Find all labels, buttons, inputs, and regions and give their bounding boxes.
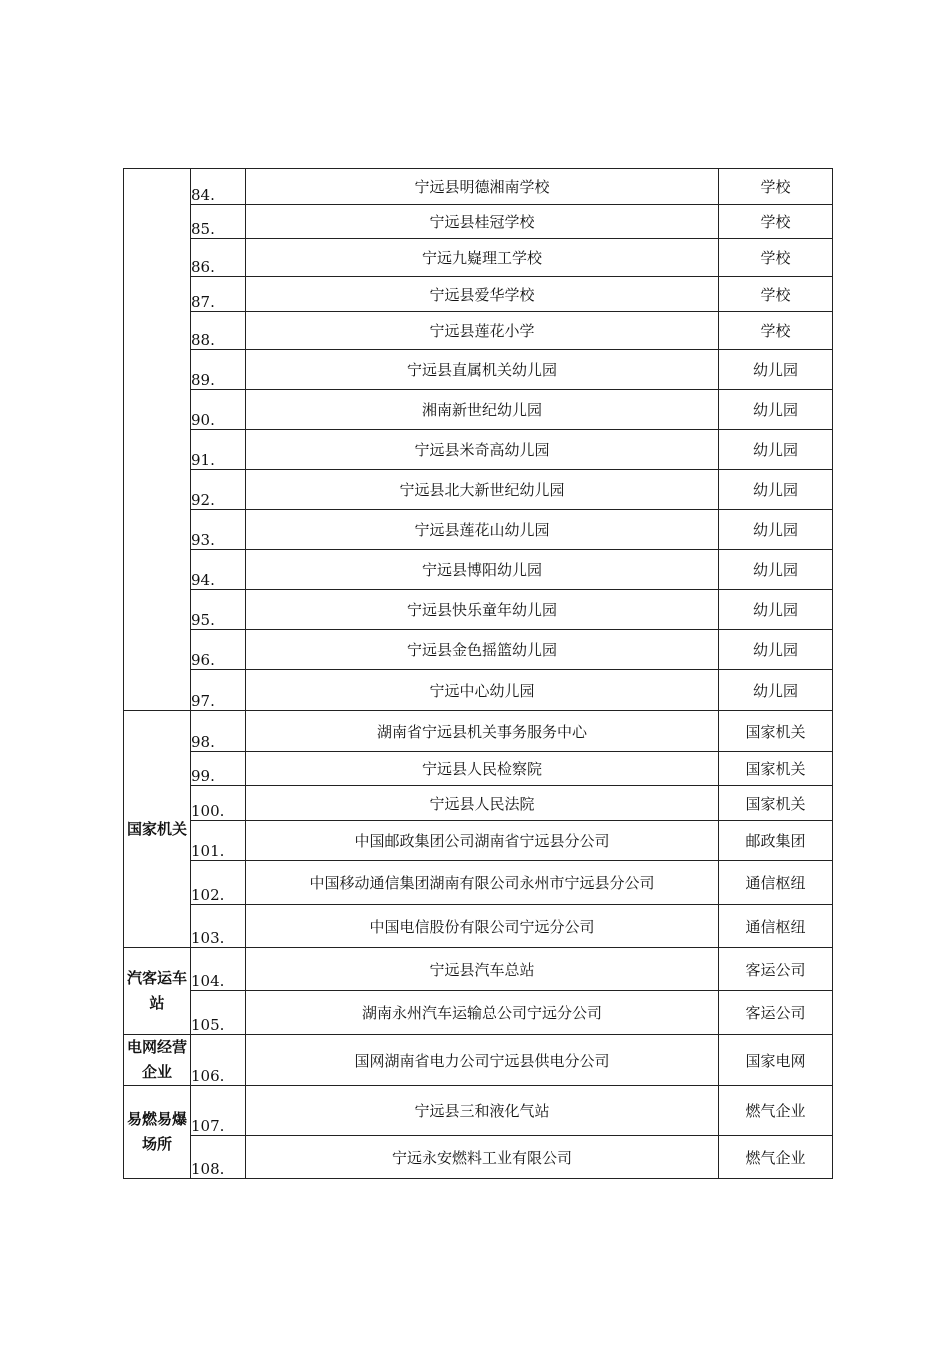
table-row — [124, 711, 833, 752]
unit-type-cell — [719, 510, 833, 550]
unit-type-cell — [719, 1136, 833, 1179]
unit-type-cell — [719, 630, 833, 670]
unit-type: 国家机关 — [745, 794, 806, 813]
row-number-cell — [191, 670, 246, 711]
unit-name: 宁远县莲花山幼儿园 — [414, 521, 550, 539]
table-row — [124, 630, 833, 670]
row-number: 92. — [191, 491, 215, 509]
table-row — [124, 905, 833, 948]
unit-type-cell — [719, 470, 833, 510]
unit-name-cell — [246, 861, 719, 905]
unit-name-cell — [246, 752, 719, 786]
unit-type: 学校 — [760, 249, 791, 267]
row-number-cell — [191, 1136, 246, 1179]
unit-name-cell — [246, 948, 719, 991]
table-row — [124, 786, 833, 821]
table-row — [124, 205, 833, 239]
unit-type: 国家机关 — [745, 722, 806, 741]
category-cell: 电网经营企业 — [124, 1035, 191, 1086]
table-row — [124, 277, 833, 312]
row-number: 97. — [191, 692, 215, 710]
row-number: 96. — [191, 651, 215, 669]
unit-name: 宁远县莲花小学 — [429, 322, 535, 340]
unit-name: 宁远县人民法院 — [429, 794, 535, 813]
table-row — [124, 510, 833, 550]
table-row — [124, 169, 833, 205]
unit-type-cell — [719, 169, 833, 205]
unit-name: 宁远县博阳幼儿园 — [421, 561, 542, 579]
row-number: 90. — [191, 411, 215, 429]
unit-type-cell — [719, 430, 833, 470]
row-number-cell — [191, 390, 246, 430]
row-number: 104. — [191, 972, 225, 990]
unit-type-cell — [719, 205, 833, 239]
row-number: 94. — [191, 571, 215, 589]
unit-name-cell — [246, 277, 719, 312]
row-number: 85. — [191, 220, 215, 238]
unit-name: 宁远县米奇高幼儿园 — [414, 441, 550, 459]
row-number: 88. — [191, 331, 215, 349]
row-number-cell — [191, 711, 246, 752]
table-row — [124, 390, 833, 430]
row-number: 99. — [191, 767, 215, 785]
row-number-cell — [191, 630, 246, 670]
unit-type-cell — [719, 711, 833, 752]
unit-type: 幼儿园 — [752, 601, 798, 619]
unit-type-cell — [719, 1035, 833, 1086]
row-number: 103. — [191, 929, 225, 947]
unit-name-cell — [246, 430, 719, 470]
unit-name: 宁远中心幼儿园 — [429, 681, 535, 700]
unit-name-cell — [246, 991, 719, 1035]
unit-name: 宁远县直属机关幼儿园 — [406, 361, 557, 379]
category-cell: 汽客运车站 — [124, 948, 191, 1035]
table-body — [124, 169, 833, 1179]
unit-name-cell — [246, 169, 719, 205]
table-row — [124, 670, 833, 711]
table-row — [124, 239, 833, 277]
row-number: 108. — [191, 1160, 225, 1178]
unit-type-cell — [719, 786, 833, 821]
row-number-cell — [191, 205, 246, 239]
category-cell — [124, 169, 191, 711]
unit-type-cell — [719, 1086, 833, 1136]
table-row — [124, 590, 833, 630]
unit-type: 学校 — [760, 322, 791, 340]
unit-type-cell — [719, 277, 833, 312]
row-number-cell — [191, 1035, 246, 1086]
row-number: 84. — [191, 186, 215, 204]
category-cell: 国家机关 — [124, 711, 191, 948]
unit-type: 学校 — [760, 213, 791, 231]
unit-name: 宁远县快乐童年幼儿园 — [406, 601, 557, 619]
unit-type-cell — [719, 390, 833, 430]
unit-type: 燃气企业 — [745, 1148, 806, 1167]
unit-type: 幼儿园 — [752, 441, 798, 459]
unit-type-cell — [719, 948, 833, 991]
table-row — [124, 1136, 833, 1179]
unit-name-cell — [246, 239, 719, 277]
row-number-cell — [191, 861, 246, 905]
unit-type: 燃气企业 — [745, 1102, 806, 1120]
row-number: 95. — [191, 611, 215, 629]
unit-name: 宁远县北大新世纪幼儿园 — [399, 481, 565, 499]
unit-type: 幼儿园 — [752, 681, 798, 700]
unit-name: 宁远县人民检察院 — [421, 760, 542, 778]
unit-name: 湘南新世纪幼儿园 — [421, 401, 542, 419]
row-number-cell — [191, 991, 246, 1035]
table-row — [124, 350, 833, 390]
unit-type: 通信枢纽 — [745, 874, 806, 892]
unit-type-cell — [719, 239, 833, 277]
unit-name-cell — [246, 711, 719, 752]
unit-name-cell — [246, 590, 719, 630]
unit-type: 幼儿园 — [752, 401, 798, 419]
row-number: 105. — [191, 1016, 225, 1034]
table-row — [124, 550, 833, 590]
row-number: 87. — [191, 293, 215, 311]
unit-name-cell — [246, 905, 719, 948]
row-number-cell — [191, 1086, 246, 1136]
row-number-cell — [191, 169, 246, 205]
unit-type: 幼儿园 — [752, 521, 798, 539]
row-number-cell — [191, 905, 246, 948]
row-number-cell — [191, 239, 246, 277]
unit-name: 国网湖南省电力公司宁远县供电分公司 — [354, 1051, 610, 1070]
row-number: 93. — [191, 531, 215, 549]
unit-name: 中国邮政集团公司湖南省宁远县分公司 — [354, 832, 610, 850]
unit-name-cell — [246, 786, 719, 821]
row-number: 91. — [191, 451, 215, 469]
unit-type: 幼儿园 — [752, 361, 798, 379]
unit-type-cell — [719, 670, 833, 711]
unit-type: 国家机关 — [745, 760, 806, 778]
unit-type-cell — [719, 861, 833, 905]
table-row — [124, 948, 833, 991]
category-cell: 易燃易爆场所 — [124, 1086, 191, 1179]
unit-name-cell — [246, 470, 719, 510]
row-number: 89. — [191, 371, 215, 389]
table-row — [124, 312, 833, 350]
row-number: 101. — [191, 842, 225, 860]
row-number-cell — [191, 786, 246, 821]
unit-type: 国家电网 — [745, 1051, 806, 1070]
unit-name-cell — [246, 350, 719, 390]
row-number-cell — [191, 470, 246, 510]
unit-type-cell — [719, 991, 833, 1035]
unit-name-cell — [246, 550, 719, 590]
unit-name: 宁远县爱华学校 — [429, 285, 535, 304]
unit-name-cell — [246, 1086, 719, 1136]
unit-name: 宁远县明德湘南学校 — [414, 178, 550, 196]
table-row — [124, 1086, 833, 1136]
row-number: 102. — [191, 886, 225, 904]
unit-name-cell — [246, 821, 719, 861]
unit-name: 宁远九嶷理工学校 — [421, 249, 542, 267]
row-number-cell — [191, 948, 246, 991]
unit-type-cell — [719, 905, 833, 948]
unit-name-cell — [246, 312, 719, 350]
unit-type-cell — [719, 350, 833, 390]
table-row — [124, 821, 833, 861]
row-number-cell — [191, 350, 246, 390]
row-number: 107. — [191, 1117, 225, 1135]
unit-name: 宁远县金色摇篮幼儿园 — [406, 641, 557, 659]
unit-type: 学校 — [760, 285, 791, 304]
row-number-cell — [191, 752, 246, 786]
unit-name: 湖南永州汽车运输总公司宁远分公司 — [361, 1004, 602, 1022]
row-number-cell — [191, 590, 246, 630]
table-row — [124, 470, 833, 510]
table-row — [124, 430, 833, 470]
unit-type-cell — [719, 752, 833, 786]
unit-name-cell — [246, 390, 719, 430]
unit-name-cell — [246, 1136, 719, 1179]
unit-type: 幼儿园 — [752, 641, 798, 659]
row-number: 98. — [191, 733, 215, 751]
table-row — [124, 1035, 833, 1086]
unit-name: 中国移动通信集团湖南有限公司永州市宁远县分公司 — [309, 874, 655, 892]
row-number: 106. — [191, 1067, 225, 1085]
unit-type: 学校 — [760, 178, 791, 196]
unit-type: 邮政集团 — [745, 832, 806, 850]
unit-type: 客运公司 — [745, 1004, 806, 1022]
unit-name-cell — [246, 630, 719, 670]
row-number: 86. — [191, 258, 215, 276]
unit-name-cell — [246, 670, 719, 711]
unit-name-cell — [246, 205, 719, 239]
row-number-cell — [191, 430, 246, 470]
table-row — [124, 861, 833, 905]
unit-type: 幼儿园 — [752, 481, 798, 499]
unit-type-cell — [719, 590, 833, 630]
unit-type: 客运公司 — [745, 960, 806, 979]
unit-type: 通信枢纽 — [745, 917, 806, 936]
unit-name: 宁远县三和液化气站 — [414, 1102, 550, 1120]
unit-name: 湖南省宁远县机关事务服务中心 — [376, 722, 587, 741]
row-number-cell — [191, 312, 246, 350]
unit-name-cell — [246, 1035, 719, 1086]
row-number-cell — [191, 510, 246, 550]
unit-name: 宁远永安燃料工业有限公司 — [391, 1148, 572, 1167]
table-row — [124, 991, 833, 1035]
document-table — [123, 168, 833, 1179]
unit-name: 中国电信股份有限公司宁远分公司 — [369, 917, 595, 936]
unit-name: 宁远县桂冠学校 — [429, 213, 535, 231]
unit-type-cell — [719, 821, 833, 861]
row-number: 100. — [191, 802, 225, 820]
unit-type: 幼儿园 — [752, 561, 798, 579]
row-number-cell — [191, 550, 246, 590]
unit-type-cell — [719, 550, 833, 590]
row-number-cell — [191, 821, 246, 861]
table-row — [124, 752, 833, 786]
row-number-cell — [191, 277, 246, 312]
unit-name-cell — [246, 510, 719, 550]
unit-type-cell — [719, 312, 833, 350]
unit-name: 宁远县汽车总站 — [429, 960, 535, 979]
